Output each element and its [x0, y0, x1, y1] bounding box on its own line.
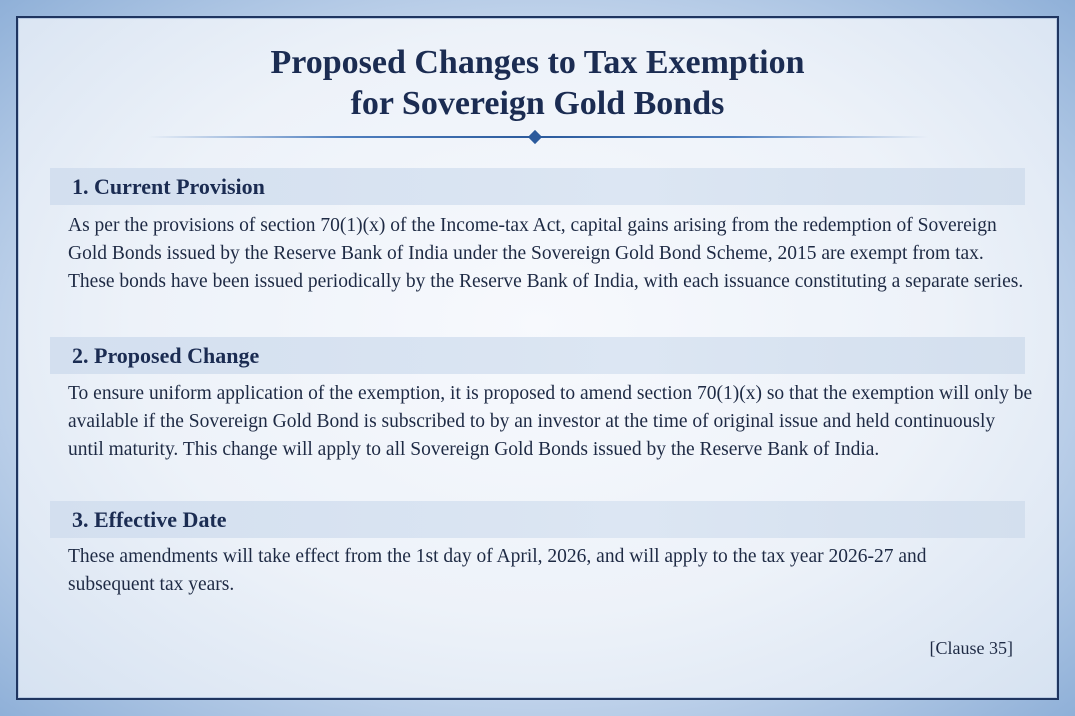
divider-diamond-ornament [528, 130, 542, 144]
clause-reference: [Clause 35] [929, 638, 1013, 658]
section-body-effective-date: These amendments will take effect from the 1st day of April, 2026, and will apply to the tax year 2026-27 and subsequent tax years. [68, 546, 927, 595]
section-heading-effective-date: 3. Effective Date [50, 501, 1025, 538]
section-heading-proposed-change: 2. Proposed Change [50, 337, 1025, 374]
section-heading-current-provision: 1. Current Provision [50, 168, 1025, 205]
title-line-1: Proposed Changes to Tax Exemption [270, 44, 805, 81]
page-title [18, 42, 1057, 124]
section-body-proposed-change: To ensure uniform application of the exemption, it is proposed to amend section 70(1)(x) so that the exemption will only be available if the Sovereign Gold Bond is subscribed to by an investor at the time of original issue and held continuously until maturity. This change will apply to all Sovereign Gold Bonds issued by the Reserve Bank of India. [68, 383, 1033, 460]
title-line-2: for Sovereign Gold Bonds [350, 85, 725, 122]
section-body-current-provision: As per the provisions of section 70(1)(x) of the Income-tax Act, capital gains arising from the redemption of Sovereign Gold Bonds issued by the Reserve Bank of India under the Sovereign Gold Bond Scheme, 2015 are exempt from tax. These bonds have been issued periodically by the Reserve Bank of India, with each issuance constituting a separate series. [68, 215, 1024, 292]
document-frame [16, 16, 1059, 700]
